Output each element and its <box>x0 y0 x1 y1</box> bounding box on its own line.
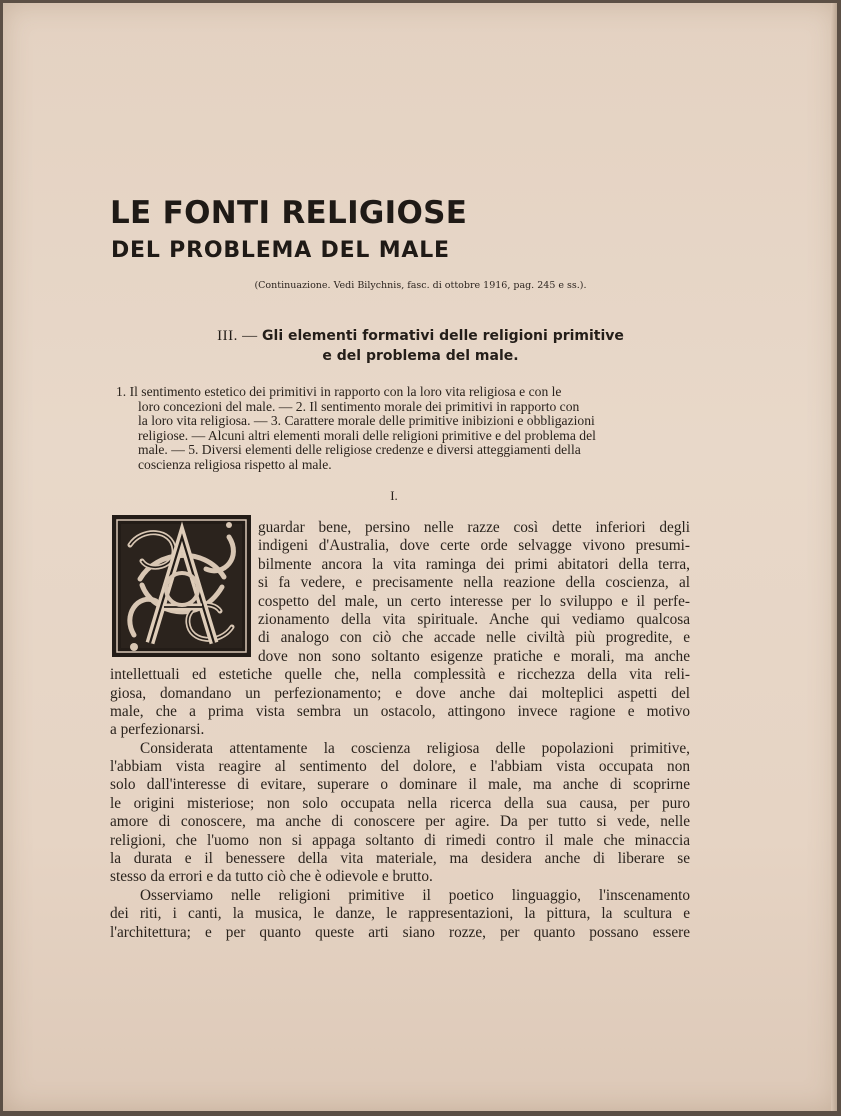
section-title-line-2: e del problema del male. <box>322 348 519 364</box>
page-edge <box>831 3 837 1111</box>
section-summary <box>116 385 689 473</box>
summary-line: religiose. — Alcuni altri elementi morali delle religioni primitive e del problema del <box>138 427 596 443</box>
body-line: indigeni d'Australia, dove certe orde selvagge vivono presumi- <box>258 537 690 555</box>
subsection-number: I. <box>390 488 398 503</box>
body-line: la durata e il benessere della vita materiale, ma desidera anche di liberare se <box>110 850 690 868</box>
body-line: giosa, domandano un perfezionamento; e dove anche dai molteplici aspetti del <box>110 684 690 702</box>
body-line: si fa vedere, e precisamente nella reazione della coscienza, al <box>258 574 690 592</box>
summary-line: loro concezioni del male. — 2. Il sentimento morale dei primitivi in rapporto con <box>138 398 580 414</box>
article-body <box>110 519 690 942</box>
body-line: amore di conoscere, ma anche di conoscere per agire. Da per tutto si vede, nelle <box>110 813 690 831</box>
body-line: zionamento della vita spirituale. Anche qui vediamo qualcosa <box>258 610 690 628</box>
body-line: l'architettura; e per quanto queste arti siano rozze, per quanto possano essere <box>110 923 690 941</box>
body-line: dove non sono soltanto esigenze pratiche e morali, ma anche <box>258 647 690 665</box>
section-numeral: III. — <box>217 328 258 344</box>
summary-line: male. — 5. Diversi elementi delle religiose credenze e diversi atteggiamenti della <box>138 442 581 458</box>
summary-line: coscienza religiosa rispetto al male. <box>138 456 332 472</box>
body-line: bilmente ancora la vita raminga dei primi abitatori della terra, <box>258 555 690 573</box>
body-line: di analogo con ciò che accade nelle civiltà più progredite, e <box>258 629 690 647</box>
body-line: solo dall'interesse di evitare, superare o dominare il male, ma anche di scoprirne <box>110 776 690 794</box>
section-heading <box>0 326 841 366</box>
article-subtitle: DEL PROBLEMA DEL MALE <box>111 238 450 263</box>
body-line: le origini misteriose; non solo occupata nella ricerca della sua causa, per puro <box>110 794 690 812</box>
article-title: LE FONTI RELIGIOSE <box>110 195 468 231</box>
body-line: Considerata attentamente la coscienza religiosa delle popolazioni primitive, <box>140 739 690 757</box>
body-line: cospetto del male, un certo interesse per lo sviluppo e il perfe- <box>258 592 690 610</box>
summary-line: 1. Il sentimento estetico dei primitivi in rapporto con la loro vita religiosa e con le <box>116 384 562 399</box>
summary-line: la loro vita religiosa. — 3. Carattere morale delle primitive inibizioni e obbligazioni <box>138 413 595 429</box>
body-line: guardar bene, persino nelle razze così dette inferiori degli <box>258 519 690 536</box>
body-line: stesso da errori e da tutto ciò che è odievole e brutto. <box>110 868 433 886</box>
body-line: male, che a prima vista sembra un ostacolo, attingono invece ragione e motivo <box>110 702 690 720</box>
section-title-line-1: Gli elementi formativi delle religioni primitive <box>262 328 624 344</box>
body-line: dei riti, i canti, la musica, le danze, le rappresentazioni, la pittura, la scultura e <box>110 905 690 923</box>
continuation-note: (Continuazione. Vedi Bilychnis, fasc. di ottobre 1916, pag. 245 e ss.). <box>254 280 587 291</box>
body-line: Osserviamo nelle religioni primitive il poetico linguaggio, l'inscenamento <box>140 886 690 904</box>
body-line: religioni, che l'uomo non si appaga soltanto di rimedi contro il male che minaccia <box>110 831 690 849</box>
body-line: l'abbiam vista reagire al sentimento del dolore, e l'abbiam vista occupata non <box>110 758 690 776</box>
body-line: intellettuali ed estetiche quelle che, nella complessità e ricchezza della vita reli- <box>110 666 690 684</box>
body-line: a perfezionarsi. <box>110 721 205 739</box>
